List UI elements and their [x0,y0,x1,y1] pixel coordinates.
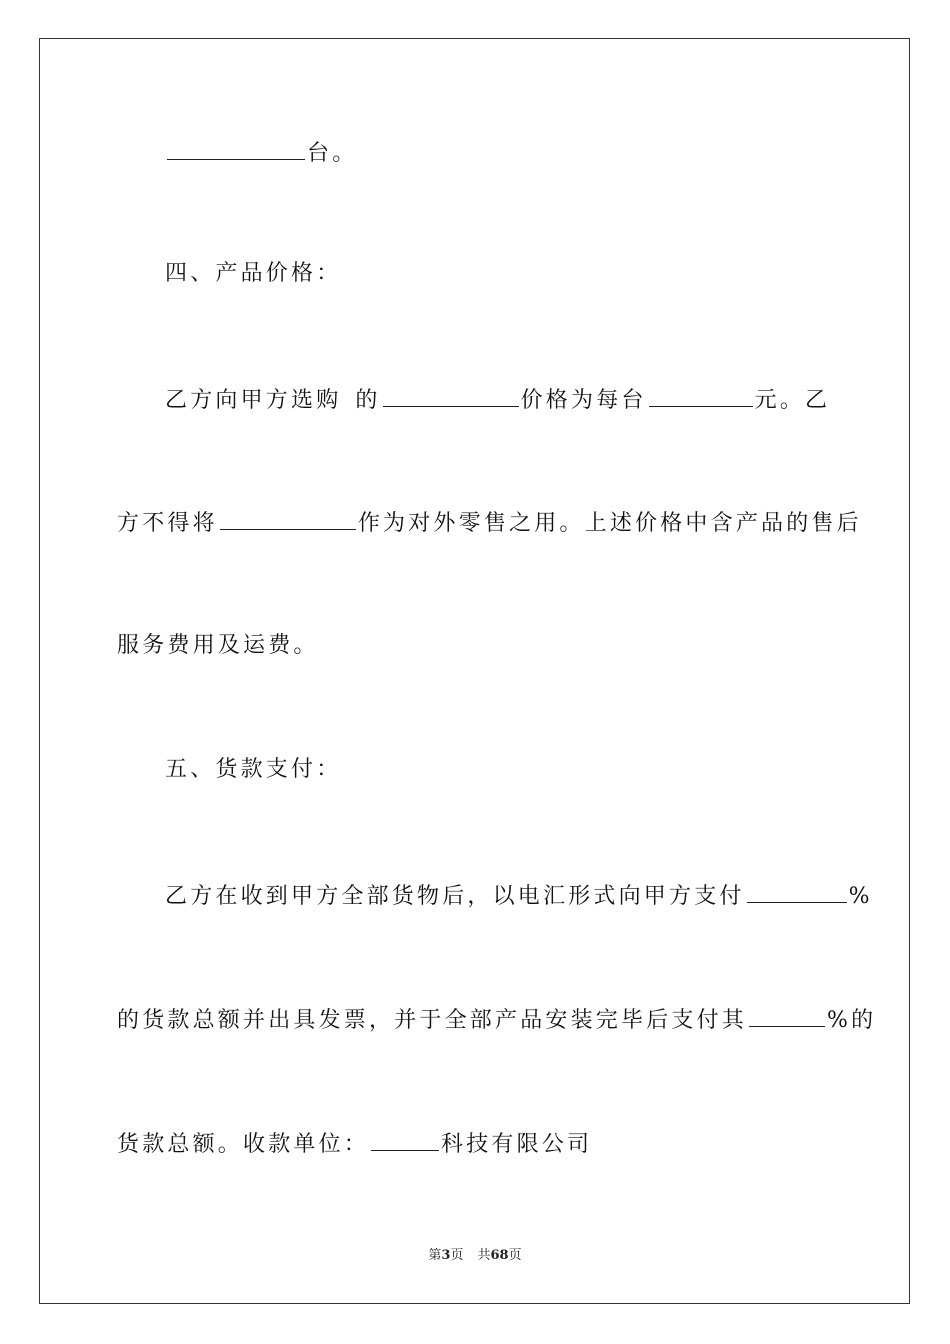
page-border [39,38,910,1304]
text-line-5: 乙方在收到甲方全部货物后，以电汇形式向甲方支付 % [165,880,833,912]
fill-blank[interactable] [749,1004,825,1027]
fill-blank[interactable] [383,384,519,407]
fill-blank[interactable] [371,1128,439,1151]
fill-blank[interactable] [167,137,305,160]
section-heading-5: 五、货款支付： [165,757,342,782]
text-line-7: 货款总额。收款单位： 科技有限公司 [117,1128,833,1160]
fill-blank[interactable] [747,880,847,903]
total-pages-number: 68 [490,1248,509,1263]
text-line-4: 服务费用及运费。 [117,633,319,658]
fill-blank[interactable] [220,507,356,530]
text-line-2: 乙方向甲方选购 的 价格为每台 元。乙 [165,384,833,416]
current-page-number: 3 [441,1248,451,1263]
text-line-1: 台。 [165,137,833,169]
section-heading-4: 四、产品价格： [165,261,342,286]
text-line-6: 的货款总额并出具发票，并于全部产品安装完毕后支付其 %的 [117,1004,833,1036]
fill-blank[interactable] [649,384,753,407]
page-footer: 第3页 共68页 [428,1248,522,1263]
text-line-3: 方不得将 作为对外零售之用。上述价格中含产品的售后 [117,507,833,539]
